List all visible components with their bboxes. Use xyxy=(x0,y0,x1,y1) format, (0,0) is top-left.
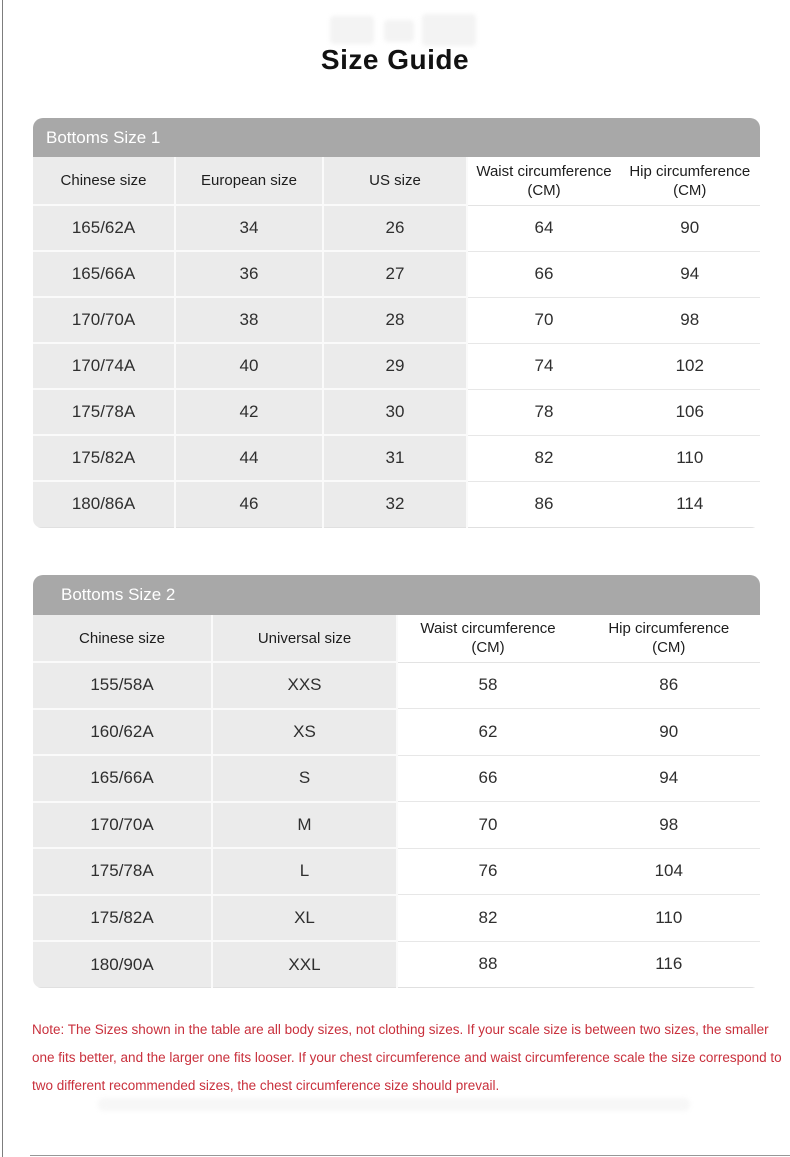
table-cell: 64 xyxy=(467,205,620,251)
column-header: Chinese size xyxy=(33,157,175,205)
size-table-1 xyxy=(33,157,760,528)
column-header: US size xyxy=(323,157,467,205)
table-row xyxy=(33,435,760,481)
note-text xyxy=(32,1016,782,1100)
table-cell: 180/90A xyxy=(33,941,212,988)
table-cell: 165/66A xyxy=(33,755,212,802)
table-cell: 32 xyxy=(323,481,467,527)
table-cell: 58 xyxy=(397,662,578,709)
watermark-blob xyxy=(330,16,374,44)
table-cell: M xyxy=(212,802,397,849)
table-row xyxy=(33,343,760,389)
table-row xyxy=(33,755,760,802)
table-cell: S xyxy=(212,755,397,802)
table-cell: 66 xyxy=(467,251,620,297)
table-cell: 98 xyxy=(620,297,760,343)
table-cell: 62 xyxy=(397,709,578,756)
table-cell: 34 xyxy=(175,205,323,251)
table-cell: 40 xyxy=(175,343,323,389)
table-cell: 90 xyxy=(578,709,760,756)
table-cell: 170/74A xyxy=(33,343,175,389)
table-cell: XL xyxy=(212,895,397,942)
table-row xyxy=(33,848,760,895)
table-cell: 44 xyxy=(175,435,323,481)
table-cell: 155/58A xyxy=(33,662,212,709)
page-bottom-border-line xyxy=(30,1155,790,1156)
table-cell: 29 xyxy=(323,343,467,389)
table-cell: 66 xyxy=(397,755,578,802)
table-cell: 78 xyxy=(467,389,620,435)
column-header: Waist circumference (CM) xyxy=(397,615,578,662)
table-cell: 160/62A xyxy=(33,709,212,756)
column-header: Universal size xyxy=(212,615,397,662)
table-cell: 42 xyxy=(175,389,323,435)
table-cell: 88 xyxy=(397,941,578,988)
table-cell: 102 xyxy=(620,343,760,389)
column-header: Hip circumference (CM) xyxy=(578,615,760,662)
size-table-2 xyxy=(33,615,760,988)
table-cell: 70 xyxy=(397,802,578,849)
table-cell: XXL xyxy=(212,941,397,988)
table-cell: 94 xyxy=(620,251,760,297)
watermark-blob xyxy=(422,14,476,46)
table-cell: 86 xyxy=(467,481,620,527)
table-cell: 116 xyxy=(578,941,760,988)
bottoms-size-1-table xyxy=(33,118,760,528)
note-line: two different recommended sizes, the chest circumference size should prevail. xyxy=(32,1078,500,1093)
table-cell: 70 xyxy=(467,297,620,343)
table-row xyxy=(33,481,760,527)
table-row xyxy=(33,205,760,251)
table-cell: 165/66A xyxy=(33,251,175,297)
table-cell: 110 xyxy=(578,895,760,942)
table-cell: 180/86A xyxy=(33,481,175,527)
page-left-border-line xyxy=(2,0,3,1157)
column-header: Chinese size xyxy=(33,615,212,662)
table-row xyxy=(33,802,760,849)
table-cell: 36 xyxy=(175,251,323,297)
table-cell: 76 xyxy=(397,848,578,895)
table-row xyxy=(33,895,760,942)
note-line: one fits better, and the larger one fits looser. If your chest circumference and waist circumference scale the size correspond to xyxy=(32,1050,782,1065)
table-cell: 27 xyxy=(323,251,467,297)
table-cell: 28 xyxy=(323,297,467,343)
table-cell: 30 xyxy=(323,389,467,435)
faded-watermark-top xyxy=(330,14,476,46)
table-cell: 175/82A xyxy=(33,895,212,942)
table-cell: 175/78A xyxy=(33,848,212,895)
column-header: European size xyxy=(175,157,323,205)
table-cell: 74 xyxy=(467,343,620,389)
table-cell: 26 xyxy=(323,205,467,251)
table-title-bar xyxy=(33,575,760,615)
header-row xyxy=(33,157,760,205)
table-cell: 82 xyxy=(397,895,578,942)
table-row xyxy=(33,941,760,988)
bottoms-size-2-table xyxy=(33,575,760,988)
table-cell: 46 xyxy=(175,481,323,527)
faded-watermark-bottom xyxy=(98,1098,690,1111)
table-row xyxy=(33,389,760,435)
table-cell: XS xyxy=(212,709,397,756)
table-row xyxy=(33,709,760,756)
header-row xyxy=(33,615,760,662)
table-cell: 175/78A xyxy=(33,389,175,435)
table-cell: 170/70A xyxy=(33,802,212,849)
table-cell: L xyxy=(212,848,397,895)
table-cell: 114 xyxy=(620,481,760,527)
column-header: Hip circumference (CM) xyxy=(620,157,760,205)
column-header: Waist circumference (CM) xyxy=(467,157,620,205)
note-line: Note: The Sizes shown in the table are all body sizes, not clothing sizes. If your scale size is between two sizes, the smaller xyxy=(32,1022,769,1037)
table-cell: 86 xyxy=(578,662,760,709)
table-row xyxy=(33,297,760,343)
table-cell: 165/62A xyxy=(33,205,175,251)
watermark-blob xyxy=(384,20,414,42)
table-cell: 110 xyxy=(620,435,760,481)
table-cell: 94 xyxy=(578,755,760,802)
table-cell: 98 xyxy=(578,802,760,849)
table-cell: 170/70A xyxy=(33,297,175,343)
table-title: Bottoms Size 2 xyxy=(61,585,176,604)
table-row xyxy=(33,251,760,297)
table-title-bar xyxy=(33,118,760,157)
table-cell: 90 xyxy=(620,205,760,251)
table-cell: XXS xyxy=(212,662,397,709)
table-cell: 106 xyxy=(620,389,760,435)
table-cell: 175/82A xyxy=(33,435,175,481)
table-cell: 31 xyxy=(323,435,467,481)
table-cell: 38 xyxy=(175,297,323,343)
table-row xyxy=(33,662,760,709)
table-cell: 82 xyxy=(467,435,620,481)
page-title: Size Guide xyxy=(320,44,470,75)
table-cell: 104 xyxy=(578,848,760,895)
table-title: Bottoms Size 1 xyxy=(46,127,161,147)
